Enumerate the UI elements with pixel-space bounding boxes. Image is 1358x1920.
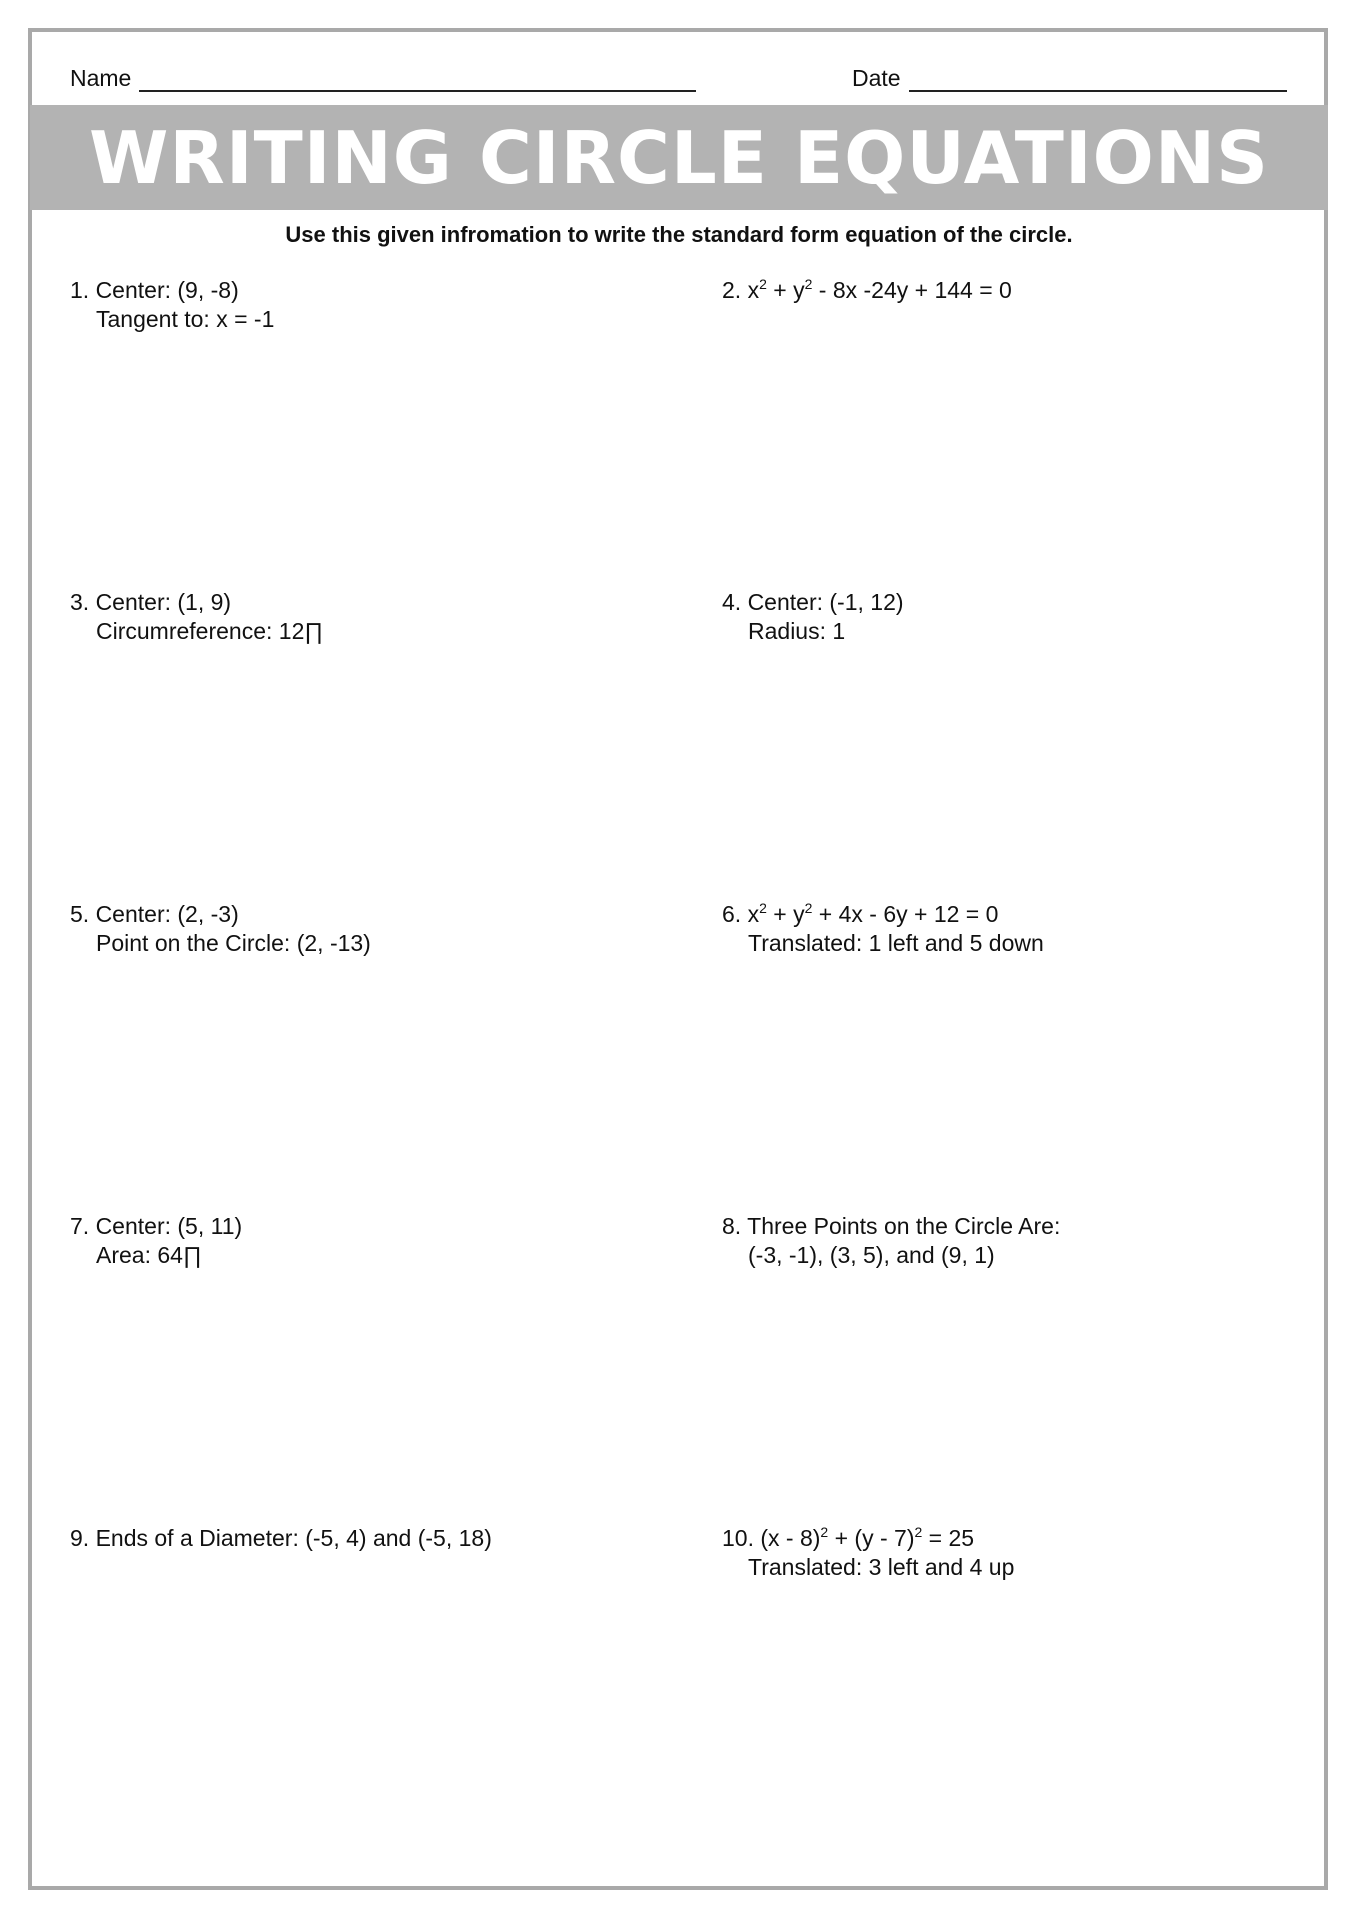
- date-label: Date: [852, 65, 901, 91]
- problem-5-line2: Point on the Circle: (2, -13): [96, 930, 371, 956]
- date-field: [852, 64, 1287, 92]
- title-banner: [30, 105, 1328, 210]
- date-line[interactable]: [909, 64, 1287, 92]
- problem-1-line2: Tangent to: x = -1: [96, 306, 275, 332]
- problem-1: [70, 276, 274, 334]
- problem-3-line1: 3. Center: (1, 9): [70, 589, 232, 615]
- name-field: [70, 64, 696, 92]
- problem-8-line1: 8. Three Points on the Circle Are:: [722, 1213, 1061, 1239]
- problem-9-line1: 9. Ends of a Diameter: (-5, 4) and (-5, 18): [70, 1525, 492, 1551]
- name-line[interactable]: [139, 64, 696, 92]
- problem-3-line2: Circumreference: 12∏: [96, 618, 324, 644]
- problem-8: [722, 1212, 1060, 1270]
- problem-6-line1: 6. $x^2 + y^2 + 4x - 6y + 12 = 0$: [722, 900, 999, 927]
- problem-6-line2: Translated: 1 left and 5 down: [748, 930, 1044, 956]
- problem-9: [70, 1524, 492, 1553]
- problem-7-line2: Area: 64∏: [96, 1242, 202, 1268]
- problem-2: [722, 276, 1012, 305]
- problem-4-line1: 4. Center: (-1, 12): [722, 589, 904, 615]
- problem-10: [722, 1524, 1014, 1582]
- problem-5: [70, 900, 371, 958]
- problem-4-line2: Radius: 1: [748, 618, 846, 644]
- name-label: Name: [70, 65, 132, 91]
- problem-5-line1: 5. Center: (2, -3): [70, 901, 239, 927]
- problem-6: [722, 900, 1044, 958]
- problem-3: [70, 588, 323, 646]
- problem-7: [70, 1212, 242, 1270]
- problem-10-line1: 10. (x - 8)$^2$ + (y - 7)$^2$ = 25: [722, 1524, 975, 1551]
- problem-7-line1: 7. Center: (5, 11): [70, 1213, 243, 1239]
- instructions: Use this given infromation to write the standard form equation of the circle.: [285, 222, 1073, 247]
- problem-8-line2: (-3, -1), (3, 5), and (9, 1): [748, 1242, 995, 1268]
- problem-4: [722, 588, 904, 646]
- problem-2-line1: 2. $x^2 + y^2 - 8x$ -24y + 144 = 0: [722, 276, 1012, 303]
- problem-1-line1: 1. Center: (9, -8): [70, 277, 239, 303]
- page-title: WRITING CIRCLE EQUATIONS: [88, 115, 1269, 200]
- problem-10-line2: Translated: 3 left and 4 up: [748, 1554, 1015, 1580]
